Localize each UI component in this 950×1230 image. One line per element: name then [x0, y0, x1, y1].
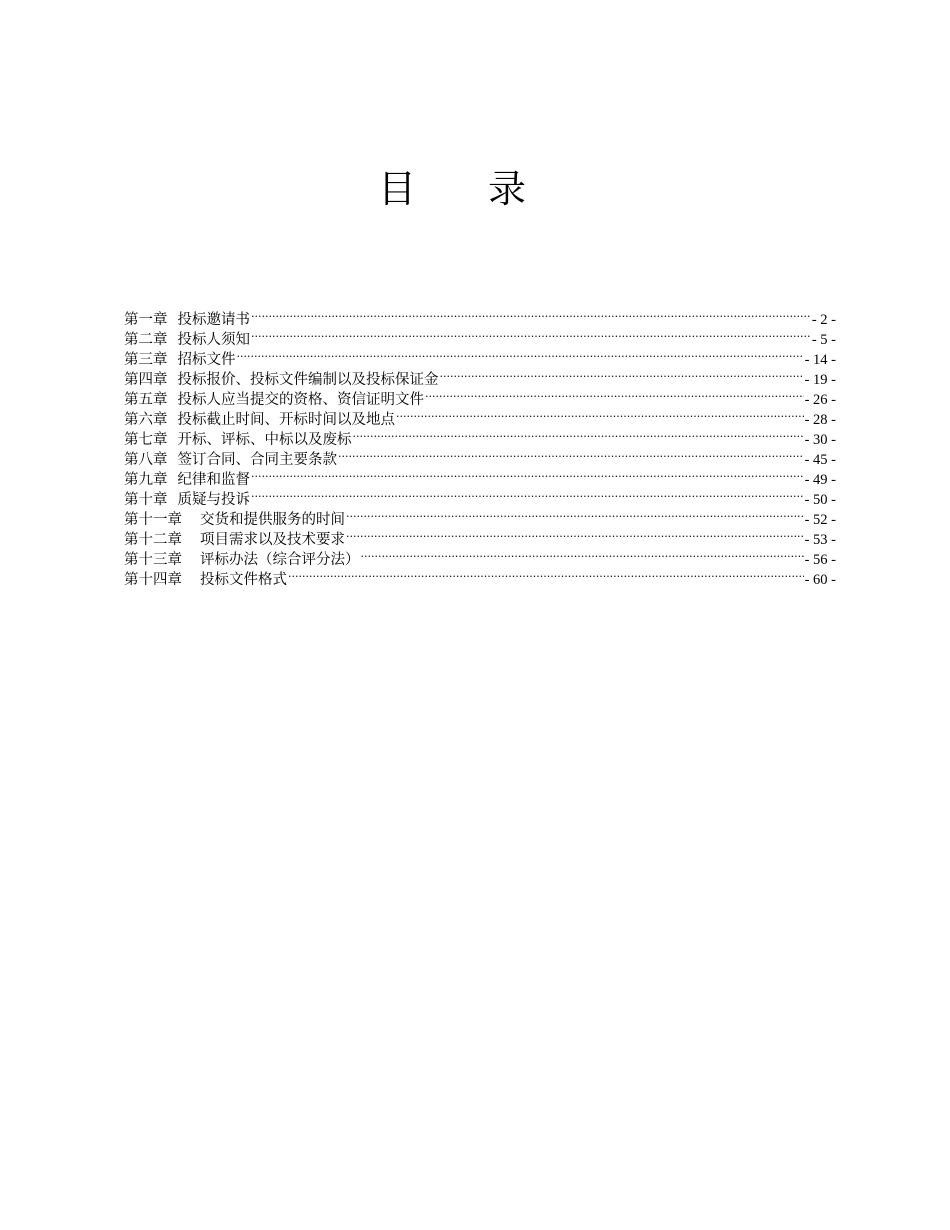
toc-page-number: - 50 - — [804, 492, 836, 508]
toc-dot-leader — [288, 564, 804, 584]
toc-chapter-title: 投标报价、投标文件编制以及投标保证金 — [177, 372, 439, 388]
toc-page-number: - 30 - — [804, 432, 836, 448]
toc-chapter-title: 评标办法（综合评分法） — [200, 552, 360, 568]
toc-chapter-title: 投标人须知 — [177, 332, 250, 348]
toc-dot-leader — [251, 324, 811, 344]
toc-page-number: - 53 - — [804, 532, 836, 548]
toc-chapter-number: 第十一章 — [124, 512, 182, 528]
toc-dot-leader — [237, 344, 804, 364]
table-of-contents — [124, 304, 836, 588]
toc-dot-leader — [251, 464, 804, 484]
toc-chapter-number: 第六章 — [124, 412, 168, 428]
toc-chapter-title: 交货和提供服务的时间 — [200, 512, 345, 528]
toc-page-number: - 52 - — [804, 512, 836, 528]
toc-dot-leader — [346, 504, 804, 524]
toc-page-number: - 56 - — [804, 552, 836, 568]
toc-page-number: - 60 - — [804, 572, 836, 588]
toc-chapter-title: 招标文件 — [177, 352, 236, 368]
toc-chapter-title: 质疑与投诉 — [177, 492, 250, 508]
toc-chapter-number: 第四章 — [124, 372, 168, 388]
toc-chapter-number: 第七章 — [124, 432, 168, 448]
toc-chapter-title: 投标邀请书 — [177, 312, 250, 328]
toc-chapter-number: 第二章 — [124, 332, 168, 348]
toc-dot-leader — [346, 524, 804, 544]
toc-chapter-number: 第八章 — [124, 452, 168, 468]
toc-chapter-number: 第三章 — [124, 352, 168, 368]
toc-chapter-number: 第一章 — [124, 312, 168, 328]
toc-entry[interactable] — [124, 304, 836, 328]
toc-chapter-number: 第十四章 — [124, 572, 182, 588]
toc-title: 目 录 — [377, 167, 557, 211]
toc-chapter-title: 开标、评标、中标以及废标 — [177, 432, 352, 448]
toc-chapter-title: 签订合同、合同主要条款 — [177, 452, 337, 468]
toc-page-number: - 19 - — [804, 372, 836, 388]
toc-page-number: - 28 - — [804, 412, 836, 428]
toc-dot-leader — [338, 444, 804, 464]
toc-chapter-title: 纪律和监督 — [177, 472, 250, 488]
toc-page-number: - 49 - — [804, 472, 836, 488]
toc-dot-leader — [396, 404, 804, 424]
toc-page-number: - 45 - — [804, 452, 836, 468]
toc-dot-leader — [440, 364, 804, 384]
toc-chapter-title: 投标截止时间、开标时间以及地点 — [177, 412, 395, 428]
toc-dot-leader — [425, 384, 804, 404]
toc-dot-leader — [361, 544, 804, 564]
toc-page-number: - 26 - — [804, 392, 836, 408]
toc-chapter-number: 第十三章 — [124, 552, 182, 568]
toc-dot-leader — [251, 304, 811, 324]
toc-chapter-title: 投标人应当提交的资格、资信证明文件 — [177, 392, 424, 408]
toc-page-number: - 5 - — [811, 332, 836, 348]
toc-chapter-title: 项目需求以及技术要求 — [200, 532, 345, 548]
toc-chapter-number: 第十二章 — [124, 532, 182, 548]
toc-chapter-title: 投标文件格式 — [200, 572, 287, 588]
toc-page-number: - 14 - — [804, 352, 836, 368]
toc-dot-leader — [251, 484, 804, 504]
toc-chapter-number: 第五章 — [124, 392, 168, 408]
toc-dot-leader — [353, 424, 804, 444]
toc-chapter-number: 第十章 — [124, 492, 168, 508]
toc-chapter-number: 第九章 — [124, 472, 168, 488]
toc-page-number: - 2 - — [811, 312, 836, 328]
